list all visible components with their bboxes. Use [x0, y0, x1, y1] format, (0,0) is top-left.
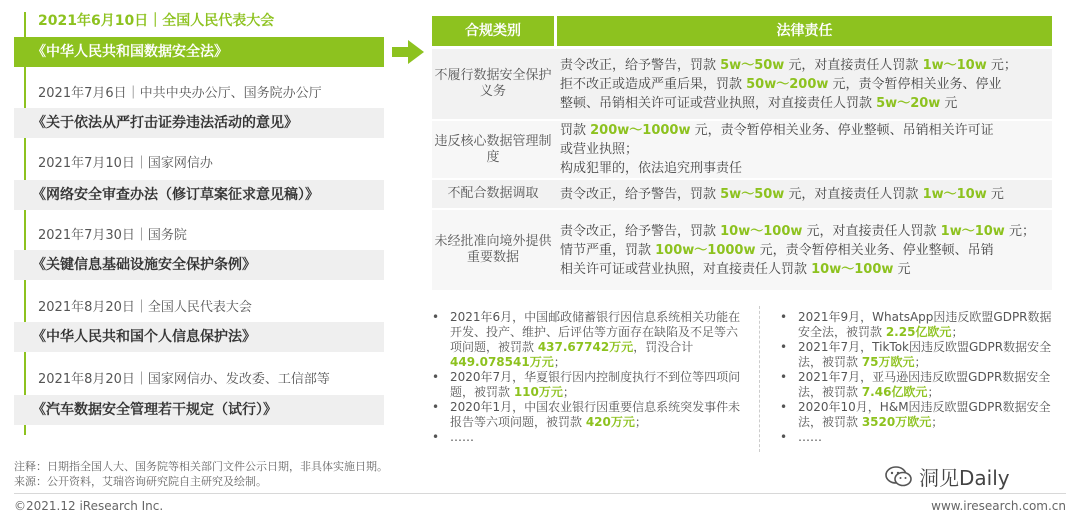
text-segment: ……	[798, 430, 822, 444]
text-segment: ；	[553, 355, 566, 369]
table-row-liability	[560, 180, 1052, 208]
case-item	[780, 430, 1052, 445]
table-row-liability	[560, 210, 1052, 290]
case-item	[780, 400, 1052, 430]
timeline-policy-title: 《网络安全审查办法（修订草案征求意见稿）》	[14, 180, 384, 210]
bullet-icon: •	[432, 400, 440, 414]
case-item	[432, 430, 748, 445]
text-segment: 元	[893, 261, 911, 277]
timeline-date: 2021年6月10日｜全国人民代表大会	[38, 13, 275, 29]
bullet-icon: •	[780, 430, 788, 444]
fine-amount: 7.46亿欧元	[861, 385, 928, 399]
text-segment: ；	[927, 385, 940, 399]
liability-line	[560, 140, 1052, 159]
bullet-icon: •	[432, 310, 440, 324]
fine-amount: 3520万欧元	[861, 415, 932, 429]
fine-amount: 1w～10w	[922, 186, 987, 202]
fine-amount: 5w～50w	[720, 186, 785, 202]
text-segment: 2021年7月，TikTok因违反欧盟GDPR数据安全法，被罚款	[798, 340, 1052, 369]
timeline-policy-title: 《关键信息基础设施安全保护条例》	[14, 250, 384, 280]
text-segment: ；	[562, 385, 575, 399]
text-segment: ，罚没合计	[633, 340, 694, 354]
timeline-policy-title: 《中华人民共和国个人信息保护法》	[14, 322, 384, 352]
arrow-right-icon	[392, 40, 424, 64]
table-row-category: 违反核心数据管理制度	[434, 133, 552, 165]
table-row-category: 不配合数据调取	[447, 186, 539, 201]
fine-amount: 200w～1000w	[590, 123, 691, 138]
table-header-liability: 法律责任	[557, 16, 1052, 46]
liability-line	[560, 260, 1052, 279]
brand-name: 洞见Daily	[919, 466, 1010, 490]
fine-amount: 2.25亿欧元	[885, 325, 952, 339]
fine-amount: 50w～200w	[746, 76, 829, 92]
text-segment: 元，责令暂停相关业务、停业整顿、吊销	[755, 242, 994, 258]
copyright: ©2021.12 iResearch Inc.	[14, 499, 164, 513]
case-item	[780, 310, 1052, 340]
row-separator	[432, 179, 1052, 180]
timeline-policy-title: 《汽车数据安全管理若干规定（试行）》	[14, 395, 384, 425]
fine-amount: 10w～100w	[720, 223, 803, 239]
liability-line	[560, 222, 1052, 241]
text-segment: 拒不改正或造成严重后果，罚款	[560, 76, 747, 92]
text-segment: 责令改正，给予警告，罚款	[560, 57, 721, 73]
liability-line	[560, 56, 1052, 75]
text-segment: 元；	[986, 57, 1017, 73]
fine-amount: 1w～10w	[940, 223, 1005, 239]
case-item	[780, 370, 1052, 400]
timeline-date: 2021年7月10日｜国家网信办	[38, 156, 213, 171]
bullet-icon: •	[780, 340, 788, 354]
timeline-connector	[24, 210, 26, 250]
fine-amount: 5w～50w	[720, 57, 785, 73]
text-segment: 元，对直接责任人罚款	[802, 223, 941, 239]
timeline-policy-title: 《中华人民共和国数据安全法》	[14, 37, 384, 67]
text-segment: 2021年6月，中国邮政储蓄银行因信息系统相关功能在开发、投产、维护、后评估等方面存在缺陷及不足等六项问题，被罚款	[450, 310, 741, 354]
fine-amount: 110万元	[513, 385, 563, 399]
table-row-category: 不履行数据安全保护义务	[434, 68, 552, 99]
fine-amount: 420万元	[585, 415, 635, 429]
timeline-date: 2021年7月30日｜国务院	[38, 228, 187, 243]
text-segment: ；	[951, 325, 964, 339]
liability-line	[560, 159, 1052, 178]
text-segment: 元，对直接责任人罚款	[784, 57, 923, 73]
footer-divider	[14, 493, 1066, 494]
timeline-date: 2021年8月20日｜国家网信办、发改委、工信部等	[38, 372, 330, 387]
text-segment: 2020年1月，中国农业银行因重要信息系统突发事件未报告等六项问题，被罚款	[450, 400, 741, 429]
text-segment: ……	[450, 430, 474, 444]
liability-line	[560, 121, 1052, 140]
table-row-liability	[560, 49, 1052, 119]
timeline-connector	[24, 425, 26, 435]
fine-amount: 449.078541万元	[450, 355, 554, 369]
fine-amount: 1w～10w	[922, 57, 987, 73]
bullet-icon: •	[780, 310, 788, 324]
liability-line	[560, 94, 1052, 113]
text-segment: 或营业执照；	[560, 142, 639, 157]
timeline-policy-title: 《关于依法从严打击证券违法活动的意见》	[14, 108, 384, 138]
table-header-category: 合规类别	[432, 16, 554, 46]
fine-amount: 100w～1000w	[655, 242, 756, 258]
case-item	[432, 370, 748, 400]
timeline-connector	[24, 138, 26, 180]
text-segment: 元	[986, 186, 1004, 202]
text-segment: 元，责令暂停相关业务、停业	[828, 76, 1002, 92]
text-segment: ；	[931, 415, 944, 429]
text-segment: 罚款	[560, 123, 591, 138]
footnote: 注释：日期指全国人大、国务院等相关部门文件公示日期，非具体实施日期。	[14, 460, 388, 473]
table-row-category: 未经批准向境外提供重要数据	[434, 234, 552, 265]
cases-domestic	[432, 310, 748, 445]
site-url: www.iresearch.com.cn	[931, 499, 1066, 513]
case-item	[780, 340, 1052, 370]
timeline-connector	[24, 67, 26, 108]
text-segment: 元，对直接责任人罚款	[784, 186, 923, 202]
row-separator	[432, 120, 1052, 121]
fine-amount: 437.67742万元	[537, 340, 634, 354]
liability-line	[560, 185, 1052, 204]
brand-logo	[885, 462, 1010, 491]
text-segment: 2020年10月，H&M因违反欧盟GDPR数据安全法，被罚款	[798, 400, 1051, 429]
timeline-date: 2021年7月6日｜中共中央办公厅、国务院办公厅	[38, 86, 322, 101]
timeline-connector	[24, 12, 26, 37]
text-segment: 2021年7月，亚马逊因违反欧盟GDPR数据安全法，被罚款	[798, 370, 1051, 399]
timeline-date: 2021年8月20日｜全国人民代表大会	[38, 300, 252, 315]
fine-amount: 10w～100w	[811, 261, 894, 277]
text-segment: 2020年7月，华夏银行因内控制度执行不到位等四项问题，被罚款	[450, 370, 741, 399]
bullet-icon: •	[780, 370, 788, 384]
wechat-icon	[885, 465, 913, 489]
text-segment: ；	[634, 415, 647, 429]
text-segment: ；	[914, 355, 927, 369]
bullet-icon: •	[432, 370, 440, 384]
row-separator	[432, 209, 1052, 210]
liability-line	[560, 241, 1052, 260]
source-note: 来源：公开资料，艾瑞咨询研究院自主研究及绘制。	[14, 475, 267, 488]
text-segment: 元，责令暂停相关业务、停业整顿、吊销相关许可证	[690, 123, 994, 138]
liability-line	[560, 75, 1052, 94]
text-segment: 情节严重，罚款	[560, 242, 656, 258]
case-item	[432, 400, 748, 430]
fine-amount: 75万欧元	[861, 355, 915, 369]
bullet-icon: •	[432, 430, 440, 444]
text-segment: 整顿、吊销相关许可证或营业执照，对直接责任人罚款	[560, 95, 877, 111]
text-segment: 元	[940, 95, 958, 111]
text-segment: 元；	[1004, 223, 1035, 239]
table-row-liability	[560, 121, 1052, 178]
bullet-icon: •	[780, 400, 788, 414]
case-item	[432, 310, 748, 370]
text-segment: 责令改正，给予警告，罚款	[560, 186, 721, 202]
timeline-connector	[24, 352, 26, 395]
text-segment: 2021年9月，WhatsApp因违反欧盟GDPR数据安全法，被罚款	[798, 310, 1052, 339]
cases-international	[780, 310, 1052, 445]
text-segment: 责令改正，给予警告，罚款	[560, 223, 721, 239]
timeline-connector	[24, 280, 26, 322]
text-segment: 构成犯罪的，依法追究刑事责任	[560, 161, 743, 176]
text-segment: 相关许可证或营业执照，对直接责任人罚款	[560, 261, 812, 277]
fine-amount: 5w～20w	[876, 95, 941, 111]
cases-divider	[759, 306, 760, 452]
